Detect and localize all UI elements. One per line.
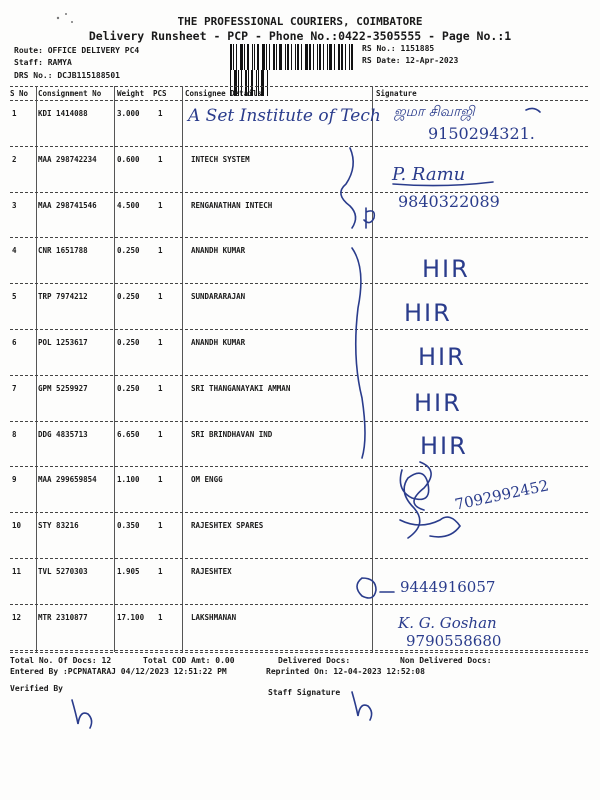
column-divider bbox=[114, 86, 115, 652]
row-sno: 8 bbox=[12, 429, 17, 439]
row-consignment-no: POL 1253617 bbox=[38, 338, 88, 347]
barcode-bar bbox=[349, 44, 350, 70]
handwritten-hir: HIR bbox=[422, 255, 470, 283]
entered-by: Entered By :PCPNATARAJ 04/12/2023 12:51:22 PM bbox=[10, 667, 227, 676]
non-delivered-docs: Non Delivered Docs: bbox=[400, 656, 492, 665]
row-rule bbox=[10, 192, 588, 193]
row-rule bbox=[10, 237, 588, 238]
row-pcs: 1 bbox=[158, 429, 163, 439]
delivered-docs: Delivered Docs: bbox=[278, 656, 351, 665]
column-divider bbox=[182, 86, 183, 652]
row-pcs: 1 bbox=[158, 521, 163, 531]
row-consignee: RAJESHTEX SPARES bbox=[191, 521, 264, 531]
barcode-bar bbox=[319, 44, 321, 70]
row-rule bbox=[10, 466, 588, 467]
row-consignee: LAKSHMANAN bbox=[191, 612, 237, 622]
runsheet-title: Delivery Runsheet - PCP - Phone No.:0422-3505555 - Page No.:1 bbox=[88, 29, 512, 43]
row-rule bbox=[10, 421, 588, 422]
row-weight: 0.350 bbox=[117, 521, 140, 531]
row-pcs: 1 bbox=[158, 109, 163, 118]
barcode-bar bbox=[334, 44, 335, 70]
row-sno: 9 bbox=[12, 475, 17, 485]
signature-stroke bbox=[414, 462, 431, 510]
row-pcs: 1 bbox=[158, 246, 163, 256]
bracket-stroke bbox=[341, 148, 356, 228]
row-sno: 3 bbox=[12, 200, 17, 210]
handwritten-signature-name: P. Ramu bbox=[392, 164, 466, 185]
row-consignee: INTECH SYSTEM bbox=[191, 154, 250, 164]
row-weight: 0.250 bbox=[117, 338, 140, 347]
barcode-bar bbox=[279, 44, 282, 70]
row-pcs: 1 bbox=[158, 612, 163, 622]
row-rule bbox=[10, 329, 588, 330]
drs-number: DRS No.: DCJB115188501 bbox=[14, 71, 120, 80]
barcode-bar bbox=[276, 44, 277, 70]
row-consignee: SRI BRINDHAVAN IND bbox=[191, 429, 273, 439]
barcode-bar bbox=[236, 44, 237, 70]
row-rule bbox=[10, 283, 588, 284]
row-weight: 0.600 bbox=[117, 154, 140, 164]
row-consignment-no: DDG 4835713 bbox=[38, 429, 88, 439]
barcode-bar bbox=[233, 44, 234, 70]
barcode-bar bbox=[230, 44, 232, 70]
footer-rule bbox=[10, 652, 588, 653]
barcode-bar bbox=[257, 44, 259, 70]
row-pcs: 1 bbox=[158, 154, 163, 164]
row-consignment-no: TRP 7974212 bbox=[38, 292, 88, 302]
total-cod: Total COD Amt: 0.00 bbox=[143, 656, 235, 665]
handwritten-hir: HIR bbox=[404, 299, 452, 327]
handwritten-phone: 9840322089 bbox=[398, 192, 500, 211]
barcode-bar bbox=[262, 44, 265, 70]
row-weight: 0.250 bbox=[117, 246, 140, 256]
barcode-bar bbox=[317, 44, 318, 70]
row-sno: 4 bbox=[12, 246, 17, 256]
col-header-signature: Signature bbox=[376, 89, 417, 98]
barcode-bar bbox=[267, 70, 268, 96]
row-consignee: ANANDH KUMAR bbox=[191, 338, 246, 347]
barcode-bar bbox=[244, 44, 245, 70]
col-header-sno: S No bbox=[10, 89, 29, 98]
barcode-bar bbox=[327, 44, 328, 70]
row-pcs: 1 bbox=[158, 200, 163, 210]
row-consignee: SUNDARARAJAN bbox=[191, 292, 246, 302]
barcode-bar bbox=[341, 44, 343, 70]
reprinted-on: Reprinted On: 12-04-2023 12:52:08 bbox=[266, 667, 425, 676]
barcode-bar bbox=[297, 44, 299, 70]
row-rule bbox=[10, 146, 588, 147]
signature-stroke bbox=[357, 578, 376, 598]
row-consignment-no: GPM 5259927 bbox=[38, 383, 88, 393]
barcode-bar bbox=[313, 44, 314, 70]
staff-signature-mark bbox=[352, 692, 372, 720]
column-divider bbox=[36, 86, 37, 652]
row-consignment-no: CNR 1651788 bbox=[38, 246, 88, 256]
handwritten-signature-name: ஜமா சிவாஜி bbox=[394, 104, 475, 120]
row-weight: 4.500 bbox=[117, 200, 140, 210]
row-consignee: RENGANATHAN INTECH bbox=[191, 200, 273, 210]
row-consignment-no: TVL 5270303 bbox=[38, 567, 88, 576]
signature-stroke bbox=[400, 470, 428, 538]
row-weight: 1.100 bbox=[117, 475, 140, 485]
barcode-bar bbox=[351, 44, 353, 70]
barcode-bar bbox=[266, 44, 267, 70]
handwritten-signature-name: K. G. Goshan bbox=[398, 614, 497, 632]
staff-signature-label: Staff Signature bbox=[268, 688, 341, 697]
row-consignment-no: MAA 298742234 bbox=[38, 154, 97, 164]
row-pcs: 1 bbox=[158, 383, 163, 393]
barcode bbox=[230, 44, 358, 70]
row-pcs: 1 bbox=[158, 338, 163, 347]
row-consignment-no: KDI 1414088 bbox=[38, 109, 88, 118]
row-sno: 2 bbox=[12, 154, 17, 164]
handwritten-phone: 9444916057 bbox=[400, 578, 496, 596]
row-sno: 12 bbox=[12, 612, 22, 622]
signature-stroke bbox=[400, 517, 460, 537]
barcode-bar bbox=[285, 44, 286, 70]
barcode-bar bbox=[287, 44, 289, 70]
row-consignee: SRI THANGANAYAKI AMMAN bbox=[191, 383, 291, 393]
barcode-bar bbox=[345, 44, 346, 70]
handwritten-phone: 9150294321. bbox=[428, 124, 535, 143]
barcode-bar bbox=[247, 44, 249, 70]
row-pcs: 1 bbox=[158, 567, 163, 576]
column-divider bbox=[372, 86, 373, 652]
handwritten-hir: HIR bbox=[418, 343, 466, 371]
barcode-bar bbox=[338, 44, 340, 70]
handwritten-phone: 7092992452 bbox=[453, 476, 551, 514]
barcode-bar bbox=[254, 44, 255, 70]
row-weight: 17.100 bbox=[117, 612, 145, 622]
row-rule bbox=[10, 558, 588, 559]
row-sno: 10 bbox=[12, 521, 22, 531]
row-pcs: 1 bbox=[158, 292, 163, 302]
row-consignee: RAJESHTEX bbox=[191, 567, 232, 576]
barcode-bar bbox=[252, 44, 253, 70]
col-header-weight: Weight bbox=[117, 89, 145, 98]
route-label: Route: OFFICE DELIVERY PC4 bbox=[14, 46, 140, 55]
handwritten-hir: HIR bbox=[414, 389, 462, 417]
verifier-signature bbox=[72, 700, 92, 728]
verified-by-label: Verified By bbox=[10, 684, 63, 693]
row-consignee: ANANDH KUMAR bbox=[191, 246, 246, 256]
row-sno: 7 bbox=[12, 383, 17, 393]
row-rule bbox=[10, 512, 588, 513]
bracket-stroke bbox=[352, 248, 365, 458]
handwritten-hir: HIR bbox=[420, 432, 468, 460]
barcode-bar bbox=[295, 44, 296, 70]
barcode-bar bbox=[240, 44, 243, 70]
row-consignment-no: MTR 2310877 bbox=[38, 612, 88, 622]
row-weight: 3.000 bbox=[117, 109, 140, 118]
signature-stroke bbox=[526, 108, 540, 112]
handwritten-phone: 9790558680 bbox=[406, 632, 502, 650]
table-top-rule bbox=[10, 86, 588, 87]
row-pcs: 1 bbox=[158, 475, 163, 485]
row-weight: 0.250 bbox=[117, 292, 140, 302]
row-consignee: OM ENGG bbox=[191, 475, 223, 485]
row-weight: 0.250 bbox=[117, 383, 140, 393]
barcode-bar bbox=[301, 44, 302, 70]
row-weight: 1.905 bbox=[117, 567, 140, 576]
total-docs: Total No. Of Docs: 12 bbox=[10, 656, 112, 665]
row-sno: 1 bbox=[12, 109, 17, 118]
table-header-rule bbox=[10, 100, 588, 101]
row-sno: 11 bbox=[12, 567, 22, 576]
rs-number: RS No.: 1151885 bbox=[362, 44, 435, 53]
barcode-bar bbox=[309, 44, 311, 70]
col-header-consignment: Consignment No bbox=[38, 89, 102, 98]
rs-date: RS Date: 12-Apr-2023 bbox=[362, 56, 459, 65]
handwritten-consignee: A Set Institute of Tech bbox=[188, 106, 381, 126]
barcode-bar bbox=[291, 44, 292, 70]
row-sno: 6 bbox=[12, 338, 17, 347]
row-rule bbox=[10, 375, 588, 376]
row-rule bbox=[10, 604, 588, 605]
barcode-bar bbox=[305, 44, 308, 70]
barcode-bar bbox=[273, 44, 275, 70]
row-consignment-no: STY 83216 bbox=[38, 521, 79, 531]
barcode-bar bbox=[269, 44, 270, 70]
staff-label: Staff: RAMYA bbox=[14, 58, 72, 67]
barcode-bar bbox=[329, 44, 332, 70]
col-header-pcs: PCS bbox=[153, 89, 167, 98]
col-header-consignee: Consignee Details bbox=[185, 89, 262, 98]
barcode-bar bbox=[323, 44, 324, 70]
row-sno: 5 bbox=[12, 292, 17, 302]
row-consignment-no: MAA 299659854 bbox=[38, 475, 97, 485]
row-consignment-no: MAA 298741546 bbox=[38, 200, 97, 210]
row-weight: 6.650 bbox=[117, 429, 140, 439]
company-title: THE PROFESSIONAL COURIERS, COIMBATORE bbox=[177, 15, 423, 28]
